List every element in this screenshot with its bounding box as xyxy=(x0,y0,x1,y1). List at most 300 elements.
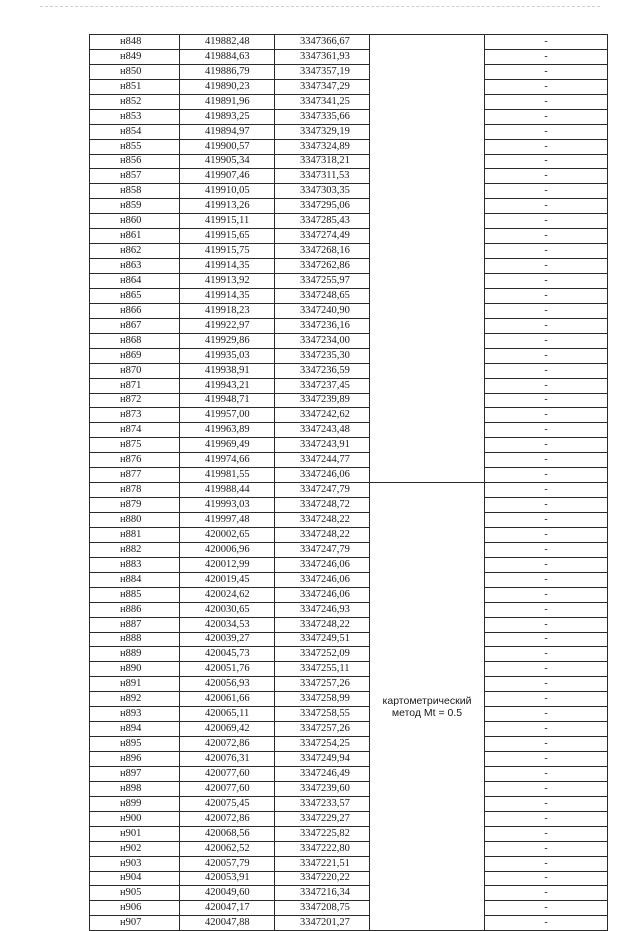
x-coordinate-cell: 419969,49 xyxy=(180,438,275,453)
y-coordinate-cell: 3347262,86 xyxy=(275,259,370,274)
y-coordinate-cell: 3347216,34 xyxy=(275,886,370,901)
y-coordinate-cell: 3347247,79 xyxy=(275,542,370,557)
y-coordinate-cell: 3347258,99 xyxy=(275,692,370,707)
accuracy-cell: - xyxy=(485,244,608,259)
table-row xyxy=(90,288,608,303)
coordinates-table xyxy=(89,34,608,931)
point-id-cell: н900 xyxy=(90,811,180,826)
x-coordinate-cell: 419913,26 xyxy=(180,199,275,214)
x-coordinate-cell: 419981,55 xyxy=(180,468,275,483)
y-coordinate-cell: 3347221,51 xyxy=(275,856,370,871)
accuracy-cell: - xyxy=(485,214,608,229)
x-coordinate-cell: 419894,97 xyxy=(180,124,275,139)
x-coordinate-cell: 419993,03 xyxy=(180,498,275,513)
y-coordinate-cell: 3347254,25 xyxy=(275,737,370,752)
y-coordinate-cell: 3347274,49 xyxy=(275,229,370,244)
accuracy-cell: - xyxy=(485,886,608,901)
point-id-cell: н898 xyxy=(90,781,180,796)
accuracy-cell: - xyxy=(485,527,608,542)
accuracy-cell: - xyxy=(485,766,608,781)
table-row xyxy=(90,677,608,692)
point-id-cell: н859 xyxy=(90,199,180,214)
y-coordinate-cell: 3347347,29 xyxy=(275,79,370,94)
y-coordinate-cell: 3347329,19 xyxy=(275,124,370,139)
point-id-cell: н867 xyxy=(90,318,180,333)
point-id-cell: н869 xyxy=(90,348,180,363)
table-row xyxy=(90,348,608,363)
accuracy-cell: - xyxy=(485,109,608,124)
accuracy-cell: - xyxy=(485,781,608,796)
table-row xyxy=(90,811,608,826)
table-row xyxy=(90,453,608,468)
point-id-cell: н881 xyxy=(90,527,180,542)
accuracy-cell: - xyxy=(485,707,608,722)
table-row xyxy=(90,886,608,901)
x-coordinate-cell: 419914,35 xyxy=(180,259,275,274)
table-row xyxy=(90,602,608,617)
table-row xyxy=(90,513,608,528)
accuracy-cell: - xyxy=(485,617,608,632)
accuracy-cell: - xyxy=(485,259,608,274)
point-id-cell: н906 xyxy=(90,901,180,916)
point-id-cell: н876 xyxy=(90,453,180,468)
point-id-cell: н872 xyxy=(90,393,180,408)
accuracy-cell: - xyxy=(485,916,608,931)
table-row xyxy=(90,707,608,722)
accuracy-cell: - xyxy=(485,692,608,707)
accuracy-cell: - xyxy=(485,154,608,169)
y-coordinate-cell: 3347236,59 xyxy=(275,363,370,378)
table-row xyxy=(90,662,608,677)
x-coordinate-cell: 419910,05 xyxy=(180,184,275,199)
table-row xyxy=(90,214,608,229)
x-coordinate-cell: 419963,89 xyxy=(180,423,275,438)
table-row xyxy=(90,49,608,64)
point-id-cell: н895 xyxy=(90,737,180,752)
table-row xyxy=(90,94,608,109)
point-id-cell: н864 xyxy=(90,274,180,289)
table-row xyxy=(90,79,608,94)
point-id-cell: н894 xyxy=(90,722,180,737)
x-coordinate-cell: 420024,62 xyxy=(180,587,275,602)
y-coordinate-cell: 3347248,72 xyxy=(275,498,370,513)
accuracy-cell: - xyxy=(485,64,608,79)
y-coordinate-cell: 3347295,06 xyxy=(275,199,370,214)
x-coordinate-cell: 420030,65 xyxy=(180,602,275,617)
point-id-cell: н856 xyxy=(90,154,180,169)
table-row xyxy=(90,363,608,378)
accuracy-cell: - xyxy=(485,318,608,333)
point-id-cell: н882 xyxy=(90,542,180,557)
point-id-cell: н885 xyxy=(90,587,180,602)
accuracy-cell: - xyxy=(485,79,608,94)
y-coordinate-cell: 3347303,35 xyxy=(275,184,370,199)
point-id-cell: н848 xyxy=(90,35,180,50)
y-coordinate-cell: 3347234,00 xyxy=(275,333,370,348)
table-row xyxy=(90,901,608,916)
x-coordinate-cell: 420062,52 xyxy=(180,841,275,856)
point-id-cell: н899 xyxy=(90,796,180,811)
x-coordinate-cell: 420053,91 xyxy=(180,871,275,886)
x-coordinate-cell: 419907,46 xyxy=(180,169,275,184)
point-id-cell: н865 xyxy=(90,288,180,303)
method-cell-empty xyxy=(370,35,485,483)
point-id-cell: н905 xyxy=(90,886,180,901)
x-coordinate-cell: 419915,65 xyxy=(180,229,275,244)
point-id-cell: н880 xyxy=(90,513,180,528)
point-id-cell: н888 xyxy=(90,632,180,647)
accuracy-cell: - xyxy=(485,841,608,856)
y-coordinate-cell: 3347248,65 xyxy=(275,288,370,303)
x-coordinate-cell: 420006,96 xyxy=(180,542,275,557)
point-id-cell: н868 xyxy=(90,333,180,348)
x-coordinate-cell: 420077,60 xyxy=(180,766,275,781)
table-row xyxy=(90,64,608,79)
method-cell: картометрический метод Mt = 0.5 xyxy=(370,483,485,931)
x-coordinate-cell: 420068,56 xyxy=(180,826,275,841)
accuracy-cell: - xyxy=(485,871,608,886)
y-coordinate-cell: 3347236,16 xyxy=(275,318,370,333)
point-id-cell: н849 xyxy=(90,49,180,64)
y-coordinate-cell: 3347246,06 xyxy=(275,587,370,602)
point-id-cell: н875 xyxy=(90,438,180,453)
x-coordinate-cell: 419882,48 xyxy=(180,35,275,50)
y-coordinate-cell: 3347222,80 xyxy=(275,841,370,856)
accuracy-cell: - xyxy=(485,856,608,871)
table-row xyxy=(90,617,608,632)
point-id-cell: н870 xyxy=(90,363,180,378)
y-coordinate-cell: 3347248,22 xyxy=(275,527,370,542)
table-row xyxy=(90,766,608,781)
point-id-cell: н877 xyxy=(90,468,180,483)
accuracy-cell: - xyxy=(485,737,608,752)
table-row xyxy=(90,542,608,557)
x-coordinate-cell: 420034,53 xyxy=(180,617,275,632)
accuracy-cell: - xyxy=(485,602,608,617)
point-id-cell: н854 xyxy=(90,124,180,139)
table-row xyxy=(90,229,608,244)
point-id-cell: н893 xyxy=(90,707,180,722)
point-id-cell: н884 xyxy=(90,572,180,587)
accuracy-cell: - xyxy=(485,333,608,348)
point-id-cell: н862 xyxy=(90,244,180,259)
accuracy-cell: - xyxy=(485,796,608,811)
y-coordinate-cell: 3347311,53 xyxy=(275,169,370,184)
y-coordinate-cell: 3347246,06 xyxy=(275,468,370,483)
accuracy-cell: - xyxy=(485,139,608,154)
accuracy-cell: - xyxy=(485,498,608,513)
point-id-cell: н852 xyxy=(90,94,180,109)
x-coordinate-cell: 419900,57 xyxy=(180,139,275,154)
accuracy-cell: - xyxy=(485,752,608,767)
y-coordinate-cell: 3347257,26 xyxy=(275,677,370,692)
x-coordinate-cell: 420047,88 xyxy=(180,916,275,931)
point-id-cell: н891 xyxy=(90,677,180,692)
table-row xyxy=(90,318,608,333)
accuracy-cell: - xyxy=(485,572,608,587)
table-row xyxy=(90,184,608,199)
point-id-cell: н883 xyxy=(90,557,180,572)
x-coordinate-cell: 419948,71 xyxy=(180,393,275,408)
x-coordinate-cell: 420076,31 xyxy=(180,752,275,767)
point-id-cell: н887 xyxy=(90,617,180,632)
accuracy-cell: - xyxy=(485,647,608,662)
table-row xyxy=(90,333,608,348)
y-coordinate-cell: 3347233,57 xyxy=(275,796,370,811)
point-id-cell: н897 xyxy=(90,766,180,781)
table-row xyxy=(90,737,608,752)
accuracy-cell: - xyxy=(485,438,608,453)
accuracy-cell: - xyxy=(485,49,608,64)
table-row xyxy=(90,632,608,647)
table-row xyxy=(90,169,608,184)
y-coordinate-cell: 3347239,60 xyxy=(275,781,370,796)
y-coordinate-cell: 3347243,91 xyxy=(275,438,370,453)
table-row xyxy=(90,826,608,841)
table-row xyxy=(90,722,608,737)
x-coordinate-cell: 419957,00 xyxy=(180,408,275,423)
x-coordinate-cell: 420049,60 xyxy=(180,886,275,901)
accuracy-cell: - xyxy=(485,303,608,318)
point-id-cell: н896 xyxy=(90,752,180,767)
x-coordinate-cell: 420056,93 xyxy=(180,677,275,692)
accuracy-cell: - xyxy=(485,393,608,408)
point-id-cell: н907 xyxy=(90,916,180,931)
y-coordinate-cell: 3347208,75 xyxy=(275,901,370,916)
accuracy-cell: - xyxy=(485,348,608,363)
table-row xyxy=(90,692,608,707)
point-id-cell: н866 xyxy=(90,303,180,318)
x-coordinate-cell: 419988,44 xyxy=(180,483,275,498)
point-id-cell: н855 xyxy=(90,139,180,154)
y-coordinate-cell: 3347252,09 xyxy=(275,647,370,662)
table-row xyxy=(90,781,608,796)
y-coordinate-cell: 3347366,67 xyxy=(275,35,370,50)
x-coordinate-cell: 419884,63 xyxy=(180,49,275,64)
y-coordinate-cell: 3347248,22 xyxy=(275,513,370,528)
table-row xyxy=(90,408,608,423)
y-coordinate-cell: 3347246,49 xyxy=(275,766,370,781)
y-coordinate-cell: 3347318,21 xyxy=(275,154,370,169)
accuracy-cell: - xyxy=(485,408,608,423)
table-row xyxy=(90,199,608,214)
accuracy-cell: - xyxy=(485,677,608,692)
x-coordinate-cell: 419886,79 xyxy=(180,64,275,79)
table-row xyxy=(90,154,608,169)
x-coordinate-cell: 420002,65 xyxy=(180,527,275,542)
table-row xyxy=(90,796,608,811)
point-id-cell: н853 xyxy=(90,109,180,124)
y-coordinate-cell: 3347246,93 xyxy=(275,602,370,617)
y-coordinate-cell: 3347249,51 xyxy=(275,632,370,647)
y-coordinate-cell: 3347257,26 xyxy=(275,722,370,737)
table-row xyxy=(90,393,608,408)
point-id-cell: н863 xyxy=(90,259,180,274)
accuracy-cell: - xyxy=(485,274,608,289)
x-coordinate-cell: 420075,45 xyxy=(180,796,275,811)
y-coordinate-cell: 3347357,19 xyxy=(275,64,370,79)
y-coordinate-cell: 3347220,22 xyxy=(275,871,370,886)
accuracy-cell: - xyxy=(485,35,608,50)
table-row xyxy=(90,498,608,513)
table-row xyxy=(90,587,608,602)
table-row xyxy=(90,572,608,587)
x-coordinate-cell: 419974,66 xyxy=(180,453,275,468)
x-coordinate-cell: 419929,86 xyxy=(180,333,275,348)
table-row xyxy=(90,378,608,393)
y-coordinate-cell: 3347248,22 xyxy=(275,617,370,632)
y-coordinate-cell: 3347239,89 xyxy=(275,393,370,408)
point-id-cell: н886 xyxy=(90,602,180,617)
y-coordinate-cell: 3347247,79 xyxy=(275,483,370,498)
accuracy-cell: - xyxy=(485,378,608,393)
accuracy-cell: - xyxy=(485,587,608,602)
y-coordinate-cell: 3347246,06 xyxy=(275,557,370,572)
point-id-cell: н850 xyxy=(90,64,180,79)
scan-header-artifact xyxy=(40,6,600,9)
accuracy-cell: - xyxy=(485,199,608,214)
x-coordinate-cell: 419913,92 xyxy=(180,274,275,289)
x-coordinate-cell: 420019,45 xyxy=(180,572,275,587)
accuracy-cell: - xyxy=(485,94,608,109)
table-row xyxy=(90,916,608,931)
table-row xyxy=(90,557,608,572)
point-id-cell: н904 xyxy=(90,871,180,886)
accuracy-cell: - xyxy=(485,363,608,378)
accuracy-cell: - xyxy=(485,811,608,826)
x-coordinate-cell: 420047,17 xyxy=(180,901,275,916)
x-coordinate-cell: 419943,21 xyxy=(180,378,275,393)
accuracy-cell: - xyxy=(485,826,608,841)
accuracy-cell: - xyxy=(485,288,608,303)
x-coordinate-cell: 419914,35 xyxy=(180,288,275,303)
accuracy-cell: - xyxy=(485,184,608,199)
y-coordinate-cell: 3347341,25 xyxy=(275,94,370,109)
table-row xyxy=(90,752,608,767)
x-coordinate-cell: 419935,03 xyxy=(180,348,275,363)
table-row xyxy=(90,468,608,483)
accuracy-cell: - xyxy=(485,901,608,916)
point-id-cell: н892 xyxy=(90,692,180,707)
table-row xyxy=(90,35,608,50)
table-row xyxy=(90,259,608,274)
point-id-cell: н861 xyxy=(90,229,180,244)
y-coordinate-cell: 3347258,55 xyxy=(275,707,370,722)
x-coordinate-cell: 419893,25 xyxy=(180,109,275,124)
point-id-cell: н901 xyxy=(90,826,180,841)
y-coordinate-cell: 3347249,94 xyxy=(275,752,370,767)
y-coordinate-cell: 3347255,97 xyxy=(275,274,370,289)
x-coordinate-cell: 419997,48 xyxy=(180,513,275,528)
point-id-cell: н873 xyxy=(90,408,180,423)
accuracy-cell: - xyxy=(485,468,608,483)
x-coordinate-cell: 419918,23 xyxy=(180,303,275,318)
y-coordinate-cell: 3347268,16 xyxy=(275,244,370,259)
y-coordinate-cell: 3347246,06 xyxy=(275,572,370,587)
accuracy-cell: - xyxy=(485,513,608,528)
x-coordinate-cell: 419915,75 xyxy=(180,244,275,259)
table-row xyxy=(90,841,608,856)
table-row xyxy=(90,139,608,154)
table-row xyxy=(90,438,608,453)
point-id-cell: н874 xyxy=(90,423,180,438)
point-id-cell: н851 xyxy=(90,79,180,94)
table-row xyxy=(90,483,608,498)
table-row xyxy=(90,274,608,289)
table-row xyxy=(90,527,608,542)
y-coordinate-cell: 3347324,89 xyxy=(275,139,370,154)
x-coordinate-cell: 420039,27 xyxy=(180,632,275,647)
y-coordinate-cell: 3347244,77 xyxy=(275,453,370,468)
x-coordinate-cell: 420069,42 xyxy=(180,722,275,737)
x-coordinate-cell: 420065,11 xyxy=(180,707,275,722)
x-coordinate-cell: 420072,86 xyxy=(180,811,275,826)
accuracy-cell: - xyxy=(485,542,608,557)
x-coordinate-cell: 420077,60 xyxy=(180,781,275,796)
y-coordinate-cell: 3347285,43 xyxy=(275,214,370,229)
point-id-cell: н879 xyxy=(90,498,180,513)
y-coordinate-cell: 3347361,93 xyxy=(275,49,370,64)
y-coordinate-cell: 3347201,27 xyxy=(275,916,370,931)
y-coordinate-cell: 3347225,82 xyxy=(275,826,370,841)
accuracy-cell: - xyxy=(485,557,608,572)
point-id-cell: н889 xyxy=(90,647,180,662)
x-coordinate-cell: 420051,76 xyxy=(180,662,275,677)
x-coordinate-cell: 419890,23 xyxy=(180,79,275,94)
x-coordinate-cell: 419905,34 xyxy=(180,154,275,169)
point-id-cell: н860 xyxy=(90,214,180,229)
table-row xyxy=(90,871,608,886)
x-coordinate-cell: 419938,91 xyxy=(180,363,275,378)
x-coordinate-cell: 420045,73 xyxy=(180,647,275,662)
accuracy-cell: - xyxy=(485,423,608,438)
point-id-cell: н890 xyxy=(90,662,180,677)
x-coordinate-cell: 420057,79 xyxy=(180,856,275,871)
accuracy-cell: - xyxy=(485,169,608,184)
point-id-cell: н903 xyxy=(90,856,180,871)
accuracy-cell: - xyxy=(485,483,608,498)
accuracy-cell: - xyxy=(485,124,608,139)
x-coordinate-cell: 419891,96 xyxy=(180,94,275,109)
point-id-cell: н858 xyxy=(90,184,180,199)
table-row xyxy=(90,124,608,139)
table-row xyxy=(90,856,608,871)
x-coordinate-cell: 419922,97 xyxy=(180,318,275,333)
table-row xyxy=(90,423,608,438)
x-coordinate-cell: 420072,86 xyxy=(180,737,275,752)
point-id-cell: н871 xyxy=(90,378,180,393)
accuracy-cell: - xyxy=(485,229,608,244)
y-coordinate-cell: 3347243,48 xyxy=(275,423,370,438)
y-coordinate-cell: 3347237,45 xyxy=(275,378,370,393)
point-id-cell: н902 xyxy=(90,841,180,856)
y-coordinate-cell: 3347335,66 xyxy=(275,109,370,124)
y-coordinate-cell: 3347229,27 xyxy=(275,811,370,826)
point-id-cell: н878 xyxy=(90,483,180,498)
y-coordinate-cell: 3347255,11 xyxy=(275,662,370,677)
x-coordinate-cell: 420012,99 xyxy=(180,557,275,572)
accuracy-cell: - xyxy=(485,662,608,677)
accuracy-cell: - xyxy=(485,632,608,647)
point-id-cell: н857 xyxy=(90,169,180,184)
table-row xyxy=(90,109,608,124)
table-row xyxy=(90,303,608,318)
table-row xyxy=(90,647,608,662)
accuracy-cell: - xyxy=(485,453,608,468)
y-coordinate-cell: 3347242,62 xyxy=(275,408,370,423)
table-row xyxy=(90,244,608,259)
x-coordinate-cell: 420061,66 xyxy=(180,692,275,707)
